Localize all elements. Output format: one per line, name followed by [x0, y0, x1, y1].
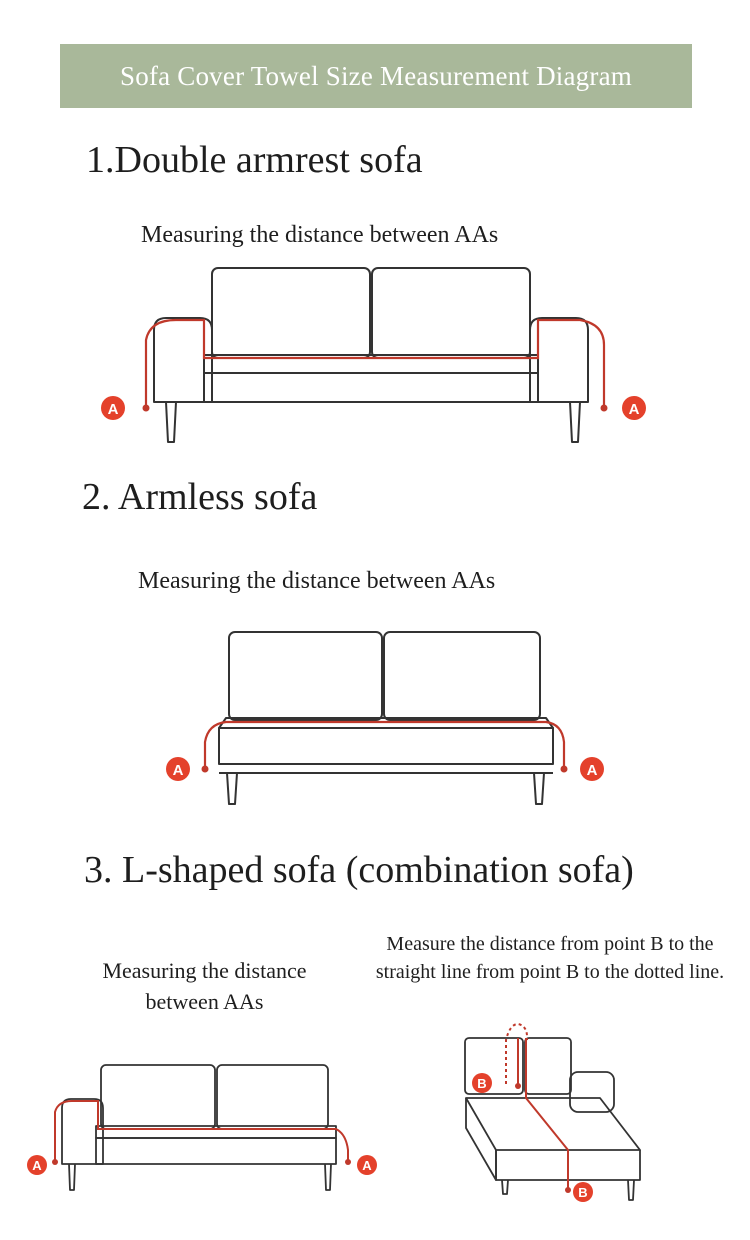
- point-b-badge-top: [472, 1073, 492, 1093]
- section-2-caption: Measuring the distance between AAs: [138, 568, 496, 594]
- svg-text:B: B: [578, 1185, 588, 1200]
- seat-cushion: [96, 1126, 336, 1138]
- point-a-marker: [345, 1159, 351, 1165]
- dotted-reference-line: [506, 1024, 527, 1084]
- svg-text:A: A: [172, 762, 184, 779]
- sofa-leg: [325, 1164, 331, 1190]
- svg-text:B: B: [477, 1076, 487, 1091]
- sofa-leg: [69, 1164, 75, 1190]
- svg-text:A: A: [362, 1158, 372, 1173]
- point-a-badge-right: [357, 1155, 377, 1175]
- combination-sofa-front: [62, 1065, 336, 1190]
- chaise-side: [466, 1098, 496, 1180]
- sofa-leg: [628, 1180, 634, 1200]
- sofa-leg: [502, 1180, 508, 1194]
- banner-title: Sofa Cover Towel Size Measurement Diagram: [120, 60, 632, 91]
- section-1-caption: Measuring the distance between AAs: [141, 222, 499, 248]
- svg-text:A: A: [628, 401, 640, 418]
- section-1-heading: 1.Double armrest sofa: [86, 139, 423, 181]
- svg-text:A: A: [107, 401, 119, 418]
- sofa-base: [96, 1138, 336, 1164]
- section-3-left-caption: Measuring the distance between AAs: [102, 958, 307, 1014]
- measure-line-bb: [518, 1038, 568, 1190]
- section-2-heading: 2. Armless sofa: [82, 476, 318, 518]
- back-cushion-left: [101, 1065, 215, 1129]
- measure-line-aa-3: [55, 1101, 348, 1162]
- point-b-badge-bottom: [573, 1182, 593, 1202]
- svg-text:A: A: [586, 762, 598, 779]
- back-cushion-right: [217, 1065, 328, 1129]
- chaise-pillow: [570, 1072, 614, 1112]
- chaise-sofa: [465, 1038, 640, 1200]
- back-cushion-right: [525, 1038, 571, 1094]
- point-a-marker: [52, 1159, 58, 1165]
- point-b-marker: [565, 1187, 571, 1193]
- section-3-right-caption: Measure the distance from point B to the straight line from point B to the dotted line.: [375, 933, 725, 983]
- point-b-marker: [515, 1083, 521, 1089]
- svg-text:A: A: [32, 1158, 42, 1173]
- point-a-badge-left: [27, 1155, 47, 1175]
- section-3-heading: 3. L-shaped sofa (combination sofa): [84, 849, 634, 891]
